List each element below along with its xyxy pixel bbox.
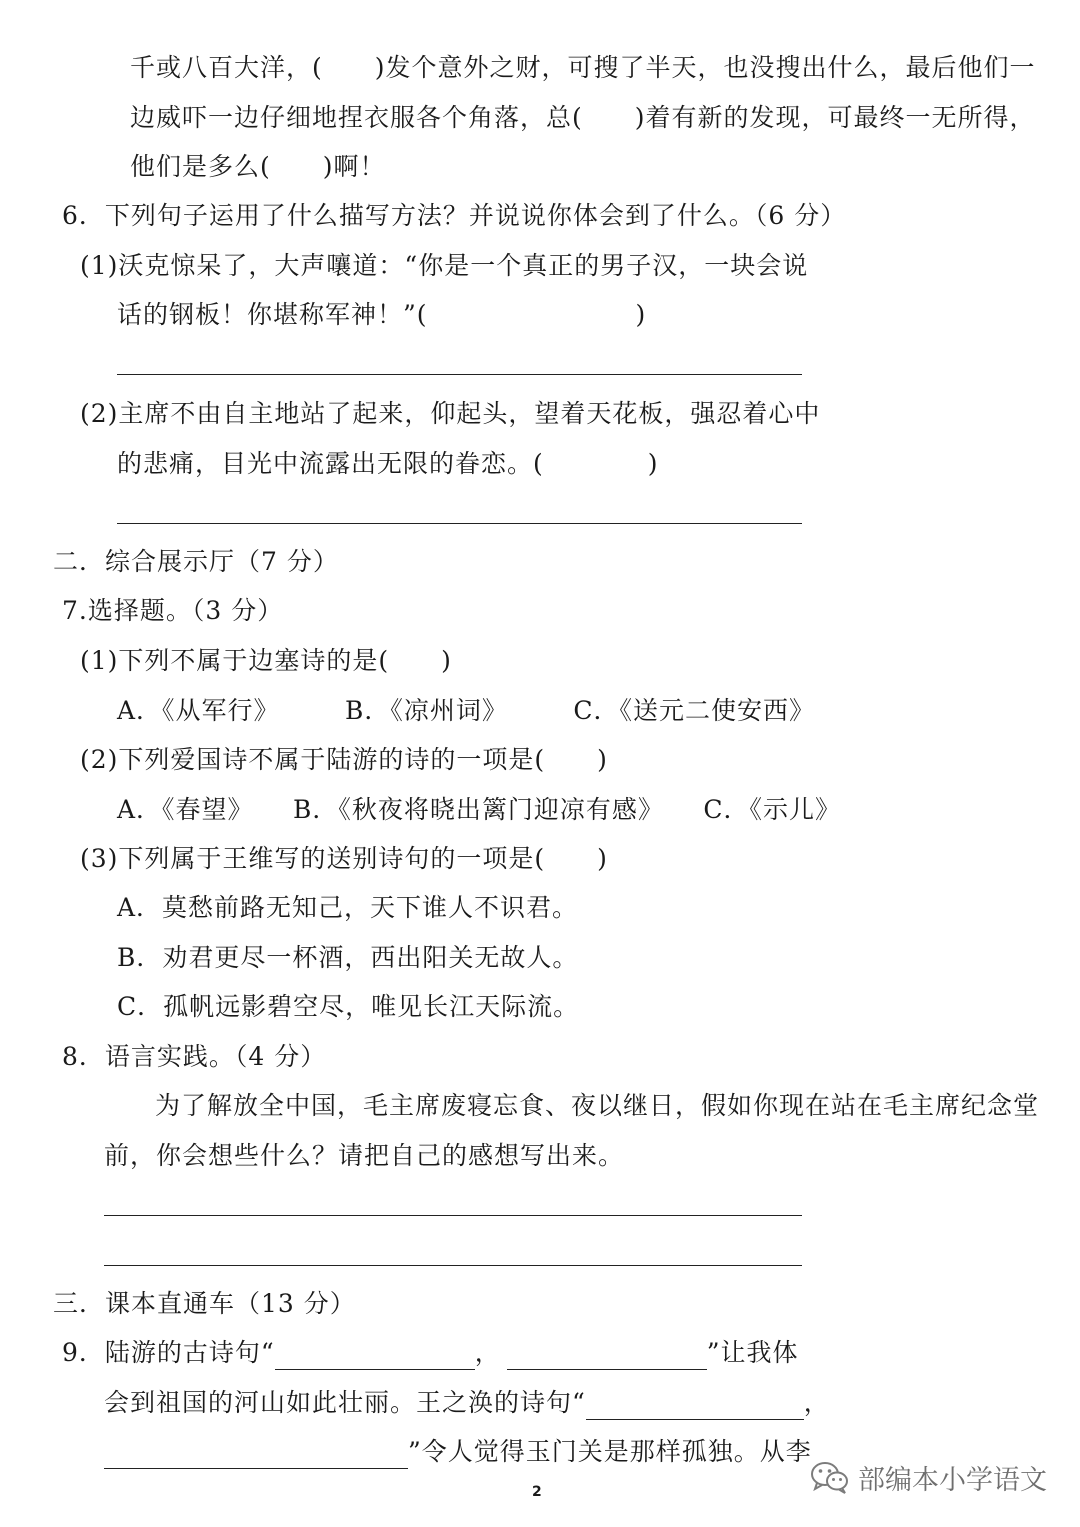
answer-line-6-1[interactable] [117,374,802,375]
question-9-text-1: 9．陆游的古诗句“ [62,1338,275,1367]
section-3-heading: 三．课本直通车（13 分） [53,1289,356,1318]
question-7-title: 7.选择题。（3 分） [62,596,284,625]
watermark [810,1457,1047,1497]
answer-line-8-1[interactable] [104,1215,802,1216]
question-7-2-options: A．《春望》 B．《秋夜将晓出篱门迎凉有感》 C．《示儿》 [117,795,842,824]
question-7-3: (3)下列属于王维写的送别诗句的一项是( ) [80,844,608,873]
question-9-text-2: ”让我体 [706,1338,799,1367]
question-9-comma-1: ， [474,1338,501,1367]
question-7-1-options: A．《从军行》 B．《凉州词》 C．《送元二使安西》 [117,696,816,725]
question-8-title: 8．语言实践。（4 分） [62,1042,327,1071]
question-6-1-line-1: (1)沃克惊呆了，大声嚷道：“你是一个真正的男子汉，一块会说 [80,251,809,280]
question-9-text-4: ”令人觉得玉门关是那样孤独。从李 [408,1437,812,1466]
section-2-heading: 二．综合展示厅（7 分） [53,547,339,576]
question-7-3-option-c: C．孤帆远影碧空尽，唯见长江天际流。 [117,992,580,1021]
question-8-line-1: 为了解放全中国，毛主席废寝忘食、夜以继日，假如你现在站在毛主席纪念堂 [155,1091,1040,1120]
question-7-3-option-b: B．劝君更尽一杯酒，西出阳关无故人。 [117,943,579,972]
fill-blank-2[interactable] [507,1341,707,1370]
answer-line-8-2[interactable] [104,1265,802,1266]
question-9-line-3 [104,1435,812,1469]
question-7-2: (2)下列爱国诗不属于陆游的诗的一项是( ) [80,745,608,774]
answer-line-6-2[interactable] [117,523,802,524]
question-9-comma-2: ， [803,1388,830,1417]
watermark-text: 部编本小学语文 [858,1464,1047,1496]
question-8-line-2: 前，你会想些什么？请把自己的感想写出来。 [104,1141,625,1170]
passage-line-2: 边威吓一边仔细地捏衣服各个角落，总( )着有新的发现，可最终一无所得， [130,103,1036,132]
question-9-line-1 [62,1336,798,1370]
question-6-2-line-1: (2)主席不由自主地站了起来，仰起头，望着天花板，强忍着心中 [80,399,821,428]
question-7-1: (1)下列不属于边塞诗的是( ) [80,646,452,675]
fill-blank-1[interactable] [275,1341,475,1370]
question-6-title: 6．下列句子运用了什么描写方法？并说说你体会到了什么。（6 分） [62,201,847,230]
question-6-2-line-2: 的悲痛，目光中流露出无限的眷恋。( ) [117,449,659,478]
fill-blank-4[interactable] [104,1440,408,1469]
fill-blank-3[interactable] [586,1391,804,1420]
page-number: 2 [532,1484,542,1500]
question-6-1-line-2: 话的钢板！你堪称军神！”( ) [117,300,647,329]
wechat-icon [810,1460,850,1494]
passage-line-1: 千或八百大洋，( )发个意外之财，可搜了半天，也没搜出什么，最后他们一 [130,53,1036,82]
question-9-text-3: 会到祖国的河山如此壮丽。王之涣的诗句“ [104,1388,586,1417]
question-9-line-2 [104,1386,830,1420]
passage-line-3: 他们是多么( )啊！ [130,152,386,181]
question-7-3-option-a: A．莫愁前路无知己，天下谁人不识君。 [117,893,579,922]
